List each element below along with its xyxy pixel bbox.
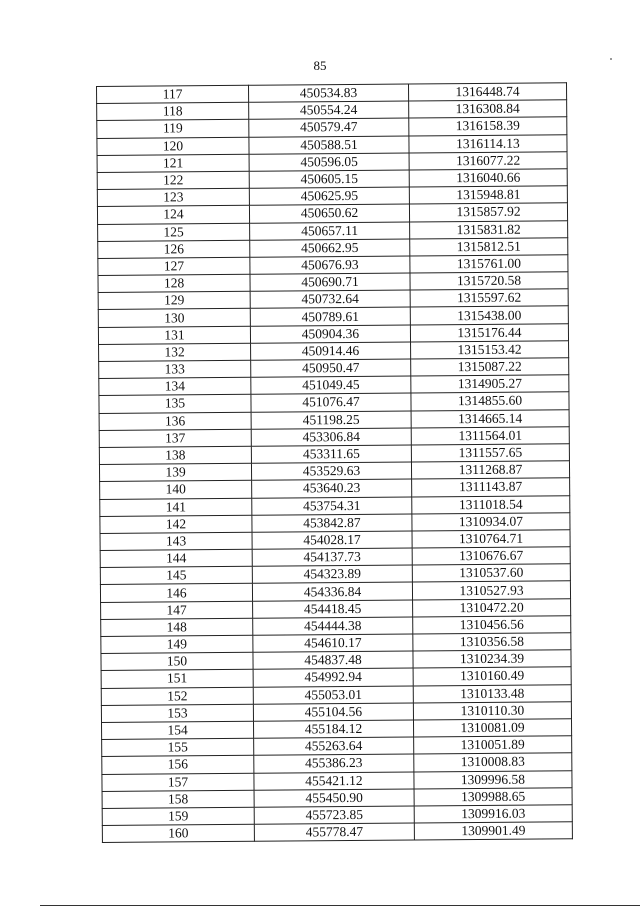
y-coordinate-cell: 1315438.00: [410, 306, 568, 324]
point-number-cell: 135: [99, 395, 251, 413]
x-coordinate-cell: 455723.85: [254, 806, 414, 824]
y-coordinate-cell: 1310676.67: [412, 547, 570, 565]
point-number-cell: 130: [98, 309, 250, 327]
point-number-cell: 133: [99, 360, 251, 378]
x-coordinate-cell: 454837.48: [253, 651, 413, 669]
point-number-cell: 153: [101, 704, 253, 722]
y-coordinate-cell: 1315087.22: [411, 358, 569, 376]
y-coordinate-cell: 1309988.65: [414, 787, 572, 805]
point-number-cell: 124: [97, 206, 249, 224]
point-number-cell: 149: [101, 635, 253, 653]
x-coordinate-cell: 451076.47: [251, 393, 411, 411]
x-coordinate-cell: 450579.47: [249, 118, 409, 136]
point-number-cell: 138: [99, 446, 251, 464]
point-number-cell: 117: [97, 85, 249, 103]
point-number-cell: 160: [102, 824, 254, 842]
y-coordinate-cell: 1316158.39: [409, 117, 567, 135]
y-coordinate-cell: 1311018.54: [412, 495, 570, 513]
y-coordinate-cell: 1315153.42: [411, 341, 569, 359]
y-coordinate-cell: 1310764.71: [412, 530, 570, 548]
scan-speck: [610, 58, 612, 60]
y-coordinate-cell: 1316040.66: [409, 169, 567, 187]
y-coordinate-cell: 1310160.49: [413, 667, 571, 685]
x-coordinate-cell: 450554.24: [249, 101, 409, 119]
point-number-cell: 128: [98, 274, 250, 292]
x-coordinate-cell: 455450.90: [254, 789, 414, 807]
point-number-cell: 139: [99, 463, 251, 481]
point-number-cell: 119: [97, 120, 249, 138]
point-number-cell: 122: [97, 171, 249, 189]
y-coordinate-cell: 1309996.58: [414, 770, 572, 788]
point-number-cell: 150: [101, 652, 253, 670]
y-coordinate-cell: 1315857.92: [409, 203, 567, 221]
y-coordinate-cell: 1316114.13: [409, 134, 567, 152]
coordinate-table: [96, 82, 573, 843]
point-number-cell: 123: [97, 188, 249, 206]
point-number-cell: 140: [100, 481, 252, 499]
x-coordinate-cell: 450789.61: [250, 307, 410, 325]
point-number-cell: 134: [99, 377, 251, 395]
point-number-cell: 143: [100, 532, 252, 550]
y-coordinate-cell: 1310051.89: [414, 736, 572, 754]
y-coordinate-cell: 1314905.27: [411, 375, 569, 393]
point-number-cell: 155: [102, 738, 254, 756]
x-coordinate-cell: 450676.93: [250, 256, 410, 274]
x-coordinate-cell: 453842.87: [252, 514, 412, 532]
x-coordinate-cell: 453311.65: [251, 445, 411, 463]
x-coordinate-cell: 454610.17: [253, 634, 413, 652]
table-row: [102, 822, 572, 843]
x-coordinate-cell: 455263.64: [254, 737, 414, 755]
point-number-cell: 131: [98, 326, 250, 344]
x-coordinate-cell: 450534.83: [248, 84, 408, 102]
y-coordinate-cell: 1310008.83: [414, 753, 572, 771]
point-number-cell: 147: [101, 601, 253, 619]
bottom-rule: [40, 905, 640, 906]
x-coordinate-cell: 451198.25: [251, 411, 411, 429]
y-coordinate-cell: 1315597.62: [410, 289, 568, 307]
y-coordinate-cell: 1310456.56: [413, 616, 571, 634]
point-number-cell: 137: [99, 429, 251, 447]
point-number-cell: 152: [101, 687, 253, 705]
point-number-cell: 142: [100, 515, 252, 533]
y-coordinate-cell: 1310527.93: [412, 581, 570, 599]
y-coordinate-cell: 1310110.30: [413, 702, 571, 720]
point-number-cell: 121: [97, 154, 249, 172]
point-number-cell: 151: [101, 670, 253, 688]
x-coordinate-cell: 455104.56: [253, 703, 413, 721]
y-coordinate-cell: 1315831.82: [410, 220, 568, 238]
y-coordinate-cell: 1315720.58: [410, 272, 568, 290]
point-number-cell: 146: [100, 584, 252, 602]
table-body: [97, 83, 573, 843]
y-coordinate-cell: 1311143.87: [412, 478, 570, 496]
x-coordinate-cell: 454028.17: [252, 531, 412, 549]
point-number-cell: 126: [98, 240, 250, 258]
point-number-cell: 158: [102, 790, 254, 808]
x-coordinate-cell: 453529.63: [251, 462, 411, 480]
x-coordinate-cell: 450588.51: [249, 136, 409, 154]
x-coordinate-cell: 454323.89: [252, 565, 412, 583]
y-coordinate-cell: 1311564.01: [411, 427, 569, 445]
point-number-cell: 136: [99, 412, 251, 430]
x-coordinate-cell: 455421.12: [254, 772, 414, 790]
x-coordinate-cell: 450596.05: [249, 153, 409, 171]
y-coordinate-cell: 1310934.07: [412, 512, 570, 530]
point-number-cell: 156: [102, 756, 254, 774]
point-number-cell: 144: [100, 549, 252, 567]
x-coordinate-cell: 451049.45: [251, 376, 411, 394]
x-coordinate-cell: 454137.73: [252, 548, 412, 566]
y-coordinate-cell: 1314855.60: [411, 392, 569, 410]
y-coordinate-cell: 1315812.51: [410, 237, 568, 255]
y-coordinate-cell: 1310234.39: [413, 650, 571, 668]
x-coordinate-cell: 455053.01: [253, 686, 413, 704]
point-number-cell: 127: [98, 257, 250, 275]
x-coordinate-cell: 453754.31: [252, 497, 412, 515]
x-coordinate-cell: 455778.47: [254, 823, 414, 841]
y-coordinate-cell: 1310133.48: [413, 684, 571, 702]
x-coordinate-cell: 450662.95: [250, 239, 410, 257]
x-coordinate-cell: 450690.71: [250, 273, 410, 291]
y-coordinate-cell: 1310537.60: [412, 564, 570, 582]
y-coordinate-cell: 1316077.22: [409, 152, 567, 170]
point-number-cell: 118: [97, 102, 249, 120]
point-number-cell: 145: [100, 567, 252, 585]
x-coordinate-cell: 454444.38: [253, 617, 413, 635]
point-number-cell: 132: [99, 343, 251, 361]
x-coordinate-cell: 454336.84: [252, 582, 412, 600]
x-coordinate-cell: 455386.23: [254, 754, 414, 772]
x-coordinate-cell: 450914.46: [251, 342, 411, 360]
point-number-cell: 129: [98, 292, 250, 310]
point-number-cell: 154: [101, 721, 253, 739]
y-coordinate-cell: 1316308.84: [409, 100, 567, 118]
x-coordinate-cell: 455184.12: [253, 720, 413, 738]
y-coordinate-cell: 1310081.09: [413, 719, 571, 737]
y-coordinate-cell: 1309901.49: [414, 822, 572, 840]
y-coordinate-cell: 1315176.44: [410, 323, 568, 341]
page-number: 85: [313, 58, 327, 73]
y-coordinate-cell: 1309916.03: [414, 805, 572, 823]
x-coordinate-cell: 450650.62: [249, 204, 409, 222]
x-coordinate-cell: 453306.84: [251, 428, 411, 446]
x-coordinate-cell: 450657.11: [250, 222, 410, 240]
y-coordinate-cell: 1315948.81: [409, 186, 567, 204]
x-coordinate-cell: 450732.64: [250, 290, 410, 308]
point-number-cell: 120: [97, 137, 249, 155]
point-number-cell: 159: [102, 807, 254, 825]
y-coordinate-cell: 1311268.87: [411, 461, 569, 479]
x-coordinate-cell: 450625.95: [249, 187, 409, 205]
point-number-cell: 157: [102, 773, 254, 791]
y-coordinate-cell: 1310472.20: [413, 598, 571, 616]
x-coordinate-cell: 450605.15: [249, 170, 409, 188]
x-coordinate-cell: 454992.94: [253, 668, 413, 686]
x-coordinate-cell: 453640.23: [252, 479, 412, 497]
point-number-cell: 141: [100, 498, 252, 516]
y-coordinate-cell: 1311557.65: [411, 444, 569, 462]
y-coordinate-cell: 1316448.74: [408, 83, 566, 101]
y-coordinate-cell: 1315761.00: [410, 255, 568, 273]
coordinate-table-container: [96, 82, 580, 846]
point-number-cell: 148: [101, 618, 253, 636]
point-number-cell: 125: [98, 223, 250, 241]
x-coordinate-cell: 454418.45: [253, 600, 413, 618]
x-coordinate-cell: 450950.47: [251, 359, 411, 377]
y-coordinate-cell: 1314665.14: [411, 409, 569, 427]
x-coordinate-cell: 450904.36: [250, 325, 410, 343]
y-coordinate-cell: 1310356.58: [413, 633, 571, 651]
